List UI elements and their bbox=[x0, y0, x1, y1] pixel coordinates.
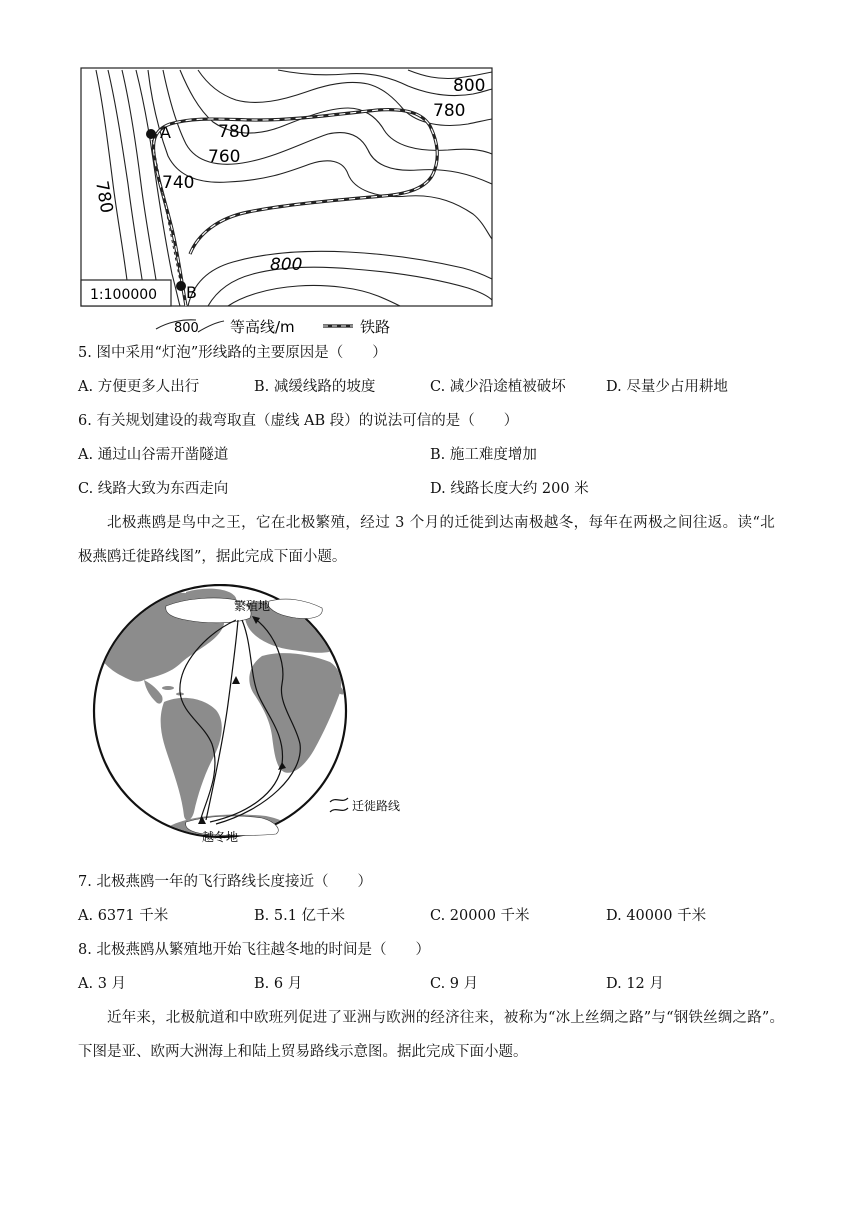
point-a-label: A bbox=[160, 123, 171, 142]
question-7-option-d[interactable]: D. 40000 千米 bbox=[606, 908, 707, 924]
question-8-option-d[interactable]: D. 12 月 bbox=[606, 976, 664, 992]
point-b-label: B bbox=[186, 283, 197, 302]
question-5-option-a[interactable]: A. 方便更多人出行 bbox=[78, 379, 200, 395]
question-8-option-b[interactable]: B. 6 月 bbox=[254, 976, 303, 992]
question-7-option-a[interactable]: A. 6371 千米 bbox=[78, 908, 169, 924]
wintering-label: 越冬地 bbox=[202, 830, 239, 844]
tern-migration-globe-map bbox=[86, 584, 426, 846]
question-6-stem: 6. 有关规划建设的裁弯取直（虚线 AB 段）的说法可信的是（ ） bbox=[78, 413, 519, 429]
passage-2-line-2: 下图是亚、欧两大洲海上和陆上贸易路线示意图。据此完成下面小题。 bbox=[78, 1044, 528, 1060]
point-b-marker bbox=[176, 281, 186, 291]
question-6-option-a[interactable]: A. 通过山谷需开凿隧道 bbox=[78, 447, 229, 463]
question-8-option-c[interactable]: C. 9 月 bbox=[430, 976, 479, 992]
legend-railway-label: 铁路 bbox=[360, 318, 391, 336]
contour-map bbox=[78, 64, 498, 336]
breeding-label: 繁殖地 bbox=[234, 599, 271, 613]
question-7-option-b[interactable]: B. 5.1 亿千米 bbox=[254, 908, 346, 924]
question-7-stem: 7. 北极燕鸥一年的飞行路线长度接近（ ） bbox=[78, 874, 372, 890]
contour-label-760: 760 bbox=[208, 147, 241, 167]
passage-1-line-1: 北极燕鸥是鸟中之王，它在北极繁殖，经过 3 个月的迁徙到达南极越冬，每年在两极之间往返。读“北 bbox=[107, 515, 776, 531]
contour-label-780-top: 780 bbox=[433, 101, 466, 121]
contour-label-780-left: 780 bbox=[91, 179, 117, 215]
legend-route-label: 迁徙路线 bbox=[352, 799, 401, 813]
question-5-stem: 5. 图中采用“灯泡”形线路的主要原因是（ ） bbox=[78, 345, 387, 361]
passage-1-line-2: 极燕鸥迁徙路线图”，据此完成下面小题。 bbox=[78, 549, 347, 565]
question-5-option-c[interactable]: C. 减少沿途植被破坏 bbox=[430, 379, 566, 395]
question-7-option-c[interactable]: C. 20000 千米 bbox=[430, 908, 530, 924]
question-6-option-c[interactable]: C. 线路大致为东西走向 bbox=[78, 481, 229, 497]
question-8-option-a[interactable]: A. 3 月 bbox=[78, 976, 127, 992]
question-6-option-b[interactable]: B. 施工难度增加 bbox=[430, 447, 537, 463]
point-a-marker bbox=[146, 129, 156, 139]
legend-contour-label: 等高线/m bbox=[230, 318, 295, 336]
question-8-stem: 8. 北极燕鸥从繁殖地开始飞往越冬地的时间是（ ） bbox=[78, 942, 430, 958]
question-5-option-d[interactable]: D. 尽量少占用耕地 bbox=[606, 379, 728, 395]
contour-label-740: 740 bbox=[162, 173, 195, 193]
question-6-option-d[interactable]: D. 线路长度大约 200 米 bbox=[430, 481, 589, 497]
contour-label-780: 780 bbox=[218, 122, 251, 142]
legend-route-symbol bbox=[330, 798, 348, 802]
legend-contour-value: 800 bbox=[174, 321, 199, 336]
contour-label-800-top: 800 bbox=[453, 76, 486, 96]
question-5-option-b[interactable]: B. 减缓线路的坡度 bbox=[254, 379, 376, 395]
passage-2-line-1: 近年来，北极航道和中欧班列促进了亚洲与欧洲的经济往来，被称为“冰上丝绸之路”与“钢铁丝绸之路”。 bbox=[107, 1010, 785, 1026]
scale-label: 1:100000 bbox=[90, 287, 158, 303]
contour-label-800-mid: 800 bbox=[270, 255, 303, 275]
